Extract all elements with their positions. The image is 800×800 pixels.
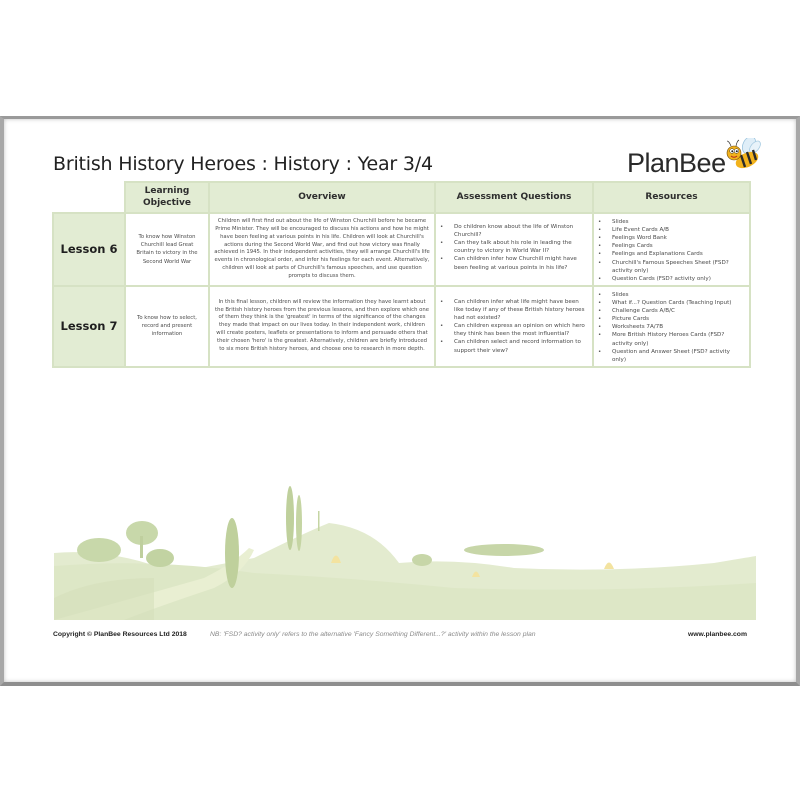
planbee-logo <box>627 142 757 182</box>
assessment-questions <box>435 213 593 286</box>
page-title: British History Heroes : History : Year 3/4 <box>53 153 433 175</box>
header-blank <box>53 182 125 213</box>
resource-item: • Life Event Cards A/B <box>597 226 745 234</box>
table-row <box>53 286 750 367</box>
assessment-question: • Can children express an opinion on which hero they think has been the most influential? <box>439 322 588 338</box>
lesson-label: Lesson 6 <box>53 213 125 286</box>
header-overview: Overview <box>209 182 435 213</box>
table-header-row <box>53 182 750 213</box>
resource-item: • More British History Heroes Cards (FSD? activity only) <box>597 331 745 347</box>
lesson-plan-table <box>52 181 751 368</box>
assessment-question: • Can children select and record information to support their view? <box>439 338 588 354</box>
learning-objective: To know how to select, record and present information <box>125 286 209 367</box>
header-resources: Resources <box>593 182 750 213</box>
website-link[interactable]: www.planbee.com <box>687 631 747 638</box>
header-learning-objective: Learning Objective <box>125 182 209 213</box>
copyright-text: Copyright © PlanBee Resources Ltd 2018 <box>53 631 187 638</box>
overview: Children will first find out about the life of Winston Churchill before he became Prime Minister. They will be encouraged to discuss his actions and how he might have been feeling at various points in his life. Children will look at Churchill's actions during the Second World War, and find out how victory was finally achieved in 1945. In their independent activities, they will arrange Churchill's life events in chronological order, and infer his feelings for each event. Alternatively, children will look at parts of Churchill's famous speeches, and use question prompts to discuss them. <box>209 213 435 286</box>
resource-item: • Picture Cards <box>597 315 745 323</box>
resources <box>593 213 750 286</box>
learning-objective: To know how Winston Churchill lead Great Britain to victory in the Second World War <box>125 213 209 286</box>
resource-item: • Feelings and Explanations Cards <box>597 250 745 258</box>
fsd-note: NB: 'FSD? activity only' refers to the alternative 'Fancy Something Different...?' activity within the lesson plan <box>210 631 536 638</box>
countryside-illustration <box>54 478 756 620</box>
resource-item: • Challenge Cards A/B/C <box>597 307 745 315</box>
resource-item: • What if...? Question Cards (Teaching Input) <box>597 299 745 307</box>
assessment-question: • Can children infer what life might have been like today if any of these British history heroes had not existed? <box>439 298 588 322</box>
resource-item: • Slides <box>597 218 745 226</box>
bee-icon <box>723 138 761 172</box>
logo-text: PlanBee <box>627 148 726 178</box>
table-row <box>53 213 750 286</box>
resource-item: • Feelings Word Bank <box>597 234 745 242</box>
resource-item: • Slides <box>597 291 745 299</box>
resource-item: • Feelings Cards <box>597 242 745 250</box>
assessment-question: • Can they talk about his role in leading the country to victory in World War II? <box>439 239 588 255</box>
assessment-question: • Do children know about the life of Winston Churchill? <box>439 223 588 239</box>
assessment-question: • Can children infer how Churchill might have been feeling at various points in his life? <box>439 255 588 271</box>
resource-item: • Worksheets 7A/7B <box>597 323 745 331</box>
page-footer <box>53 631 753 645</box>
resource-item: • Churchill's Famous Speeches Sheet (FSD? activity only) <box>597 259 745 275</box>
assessment-questions <box>435 286 593 367</box>
resource-item: • Question Cards (FSD? activity only) <box>597 275 745 283</box>
resource-item: • Question and Answer Sheet (FSD? activity only) <box>597 348 745 364</box>
overview: In this final lesson, children will review the information they have learnt about the British history heroes from the previous lessons, and then explore which one of them they think is the 'greatest' in terms of the significance of the changes they made that impact on our lives today. In their independent work, children will create posters, leaflets or presentations to inform and persuade others that their chosen 'hero' is the greatest. Alternatively, children are briefly introduced to six more British history heroes, and choose one to research in more depth. <box>209 286 435 367</box>
header-assessment-questions: Assessment Questions <box>435 182 593 213</box>
lesson-label: Lesson 7 <box>53 286 125 367</box>
resources <box>593 286 750 367</box>
